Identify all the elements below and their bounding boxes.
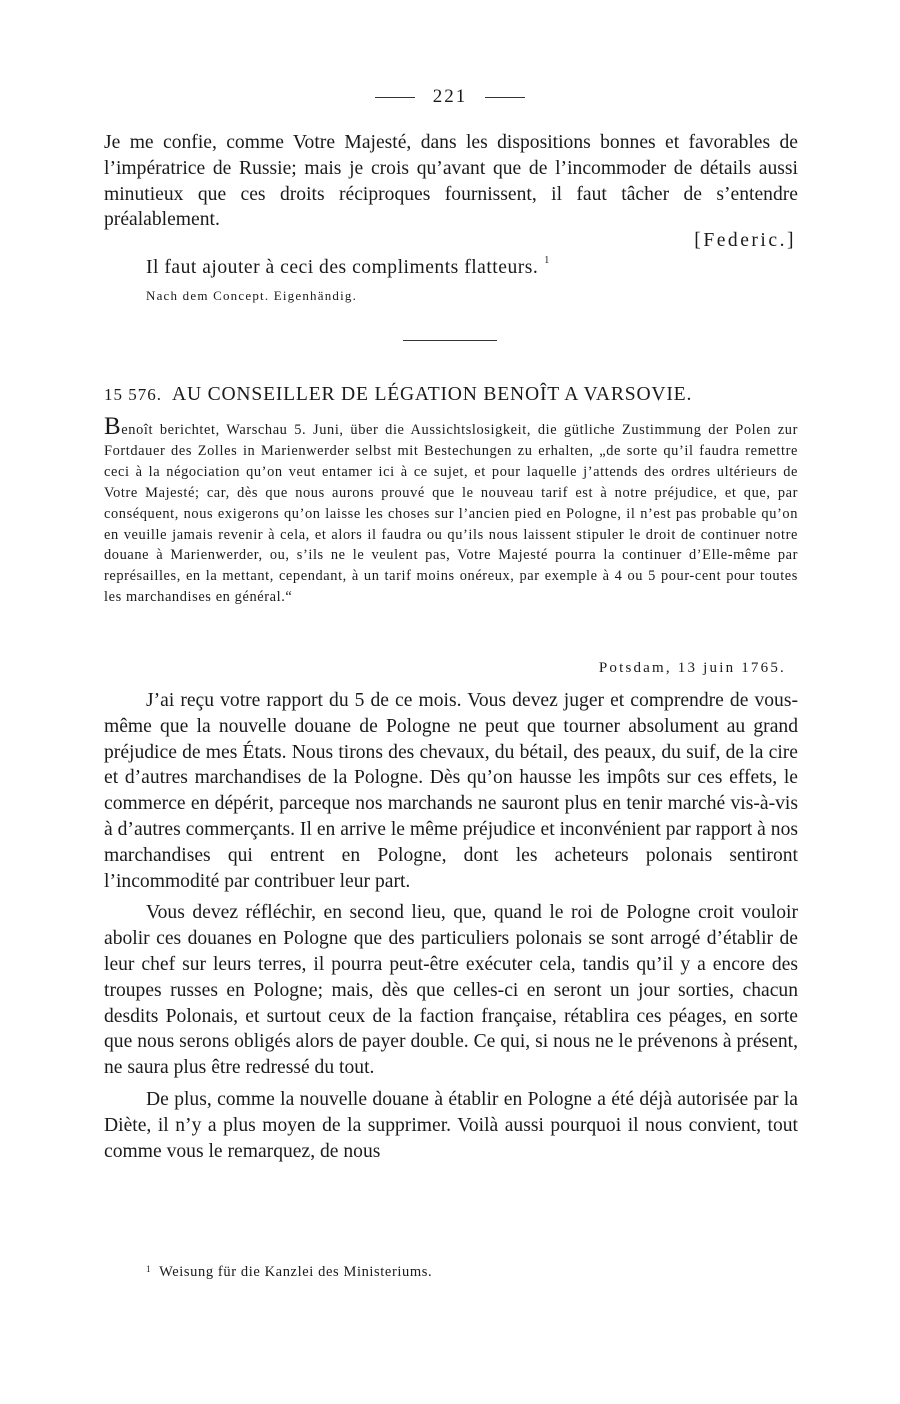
document-summary [104,413,798,608]
page-number: 221 [432,86,468,107]
header-rule-right [485,97,525,98]
source-line: Nach dem Concept. Eigenhändig. [146,288,358,303]
section-divider [403,340,497,341]
dateline: Potsdam, 13 juin 1765. [598,660,786,676]
summary-text: enoît berichtet, Warschau 5. Juni, über die Aussichtslosigkeit, die gütliche Zustimmung der Polen zur Fortdauer des Zolles in Marienwerder selbst mit Bestechungen zu erhalten, „de sorte qu’il faudra remettre ceci à la négociation qu’on veut entamer ici à ce sujet, et pour laquelle j’attends des ordres ultérieurs de Votre Majesté; car, dès que nous aurons prouvé que le nouveau tarif est à notre préjudice, et que, par conséquent, nous exigerons qu’on laisse les choses sur l’ancien pied en Pologne, il n’est pas probable qu’on en veuille jamais revenir à cela, et alors il faudra ou qu’ils nous laissent stipuler le droit de continuer notre douane à Marienwerder, ou, s’ils ne le veulent pas, Votre Majesté pourra la continuer d’Elle-même par représailles, en la mettant, cependant, à un tarif moins onéreux, par exemple à 4 ou 5 pour-cent pour toutes les marchandises en général.“ [104,422,798,606]
footnote [146,1264,432,1281]
summary-initial: B [104,413,122,440]
footnote-reference: 1 [544,255,550,266]
header-rule-left [375,97,415,98]
footnote-marker: 1 [146,1264,152,1274]
letter-paragraph: Vous devez réfléchir, en second lieu, que, quand le roi de Pologne croit vouloir abolir ces douanes en Pologne que des particuliers polonais se sont arrogé d’établir de leur chef sur leurs terres, il pourra peut-être exécuter cela, tandis qu’il y a encore des troupes russes en Pologne; mais, dès que celles-ci en seront un jour sorties, chacun desdits Polonais, et surtout ceux de la faction française, rétablira ces péages, en sorte que nous serons obligés alors de payer double. Ce qui, si nous ne le prévenons à présent, ne saura plus être redressé du tout. [104,902,798,1079]
note-line [146,257,550,279]
note-line-text: Il faut ajouter à ceci des compliments flatteurs. [146,257,539,278]
letter-paragraph: J’ai reçu votre rapport du 5 de ce mois. Vous devez juger et comprendre de vous-même que la nouvelle douane de Pologne ne peut que tourner absolument au grand préjudice de mes États. Nous tirons des chevaux, du bétail, des peaux, du suif, de la cire et d’autres marchandises de la Pologne. Dès qu’on hausse les impôts sur ces effets, le commerce en dépérit, parceque nos marchands ne sauront plus en tenir marché vis-à-vis à d’autres commerçants. Il en arrive le même préjudice et inconvénient par rapport à nos marchandises qui entrent en Pologne, dont les acheteurs polonais sentiront l’incommodité par contribuer leur part. [104,690,798,892]
intro-paragraph: Je me confie, comme Votre Majesté, dans les dispositions bonnes et favorables de l’impératrice de Russie; mais je crois qu’avant que de l’incommoder de détails aussi minutieux que ces droits réciproques fournissent, il faut tâcher de s’entendre préalablement. [104,132,798,231]
document-heading [104,384,804,406]
document-number: 15 576. [104,385,162,404]
letter-paragraph: De plus, comme la nouvelle douane à établir en Pologne a été déjà autorisée par la Diète, il n’y a plus moyen de la supprimer. Voilà aussi pourquoi il nous convient, tout comme vous le remarquez, de nous [104,1088,798,1162]
document-title: AU CONSEILLER DE LÉGATION BENOÎT A VARSOVIE. [172,384,693,405]
signature: [Federic.] [694,230,796,251]
letter-body [104,688,798,1170]
intro-paragraph-block [104,130,798,233]
footnote-text: Weisung für die Kanzlei des Ministeriums. [159,1264,433,1280]
running-head [0,86,900,108]
